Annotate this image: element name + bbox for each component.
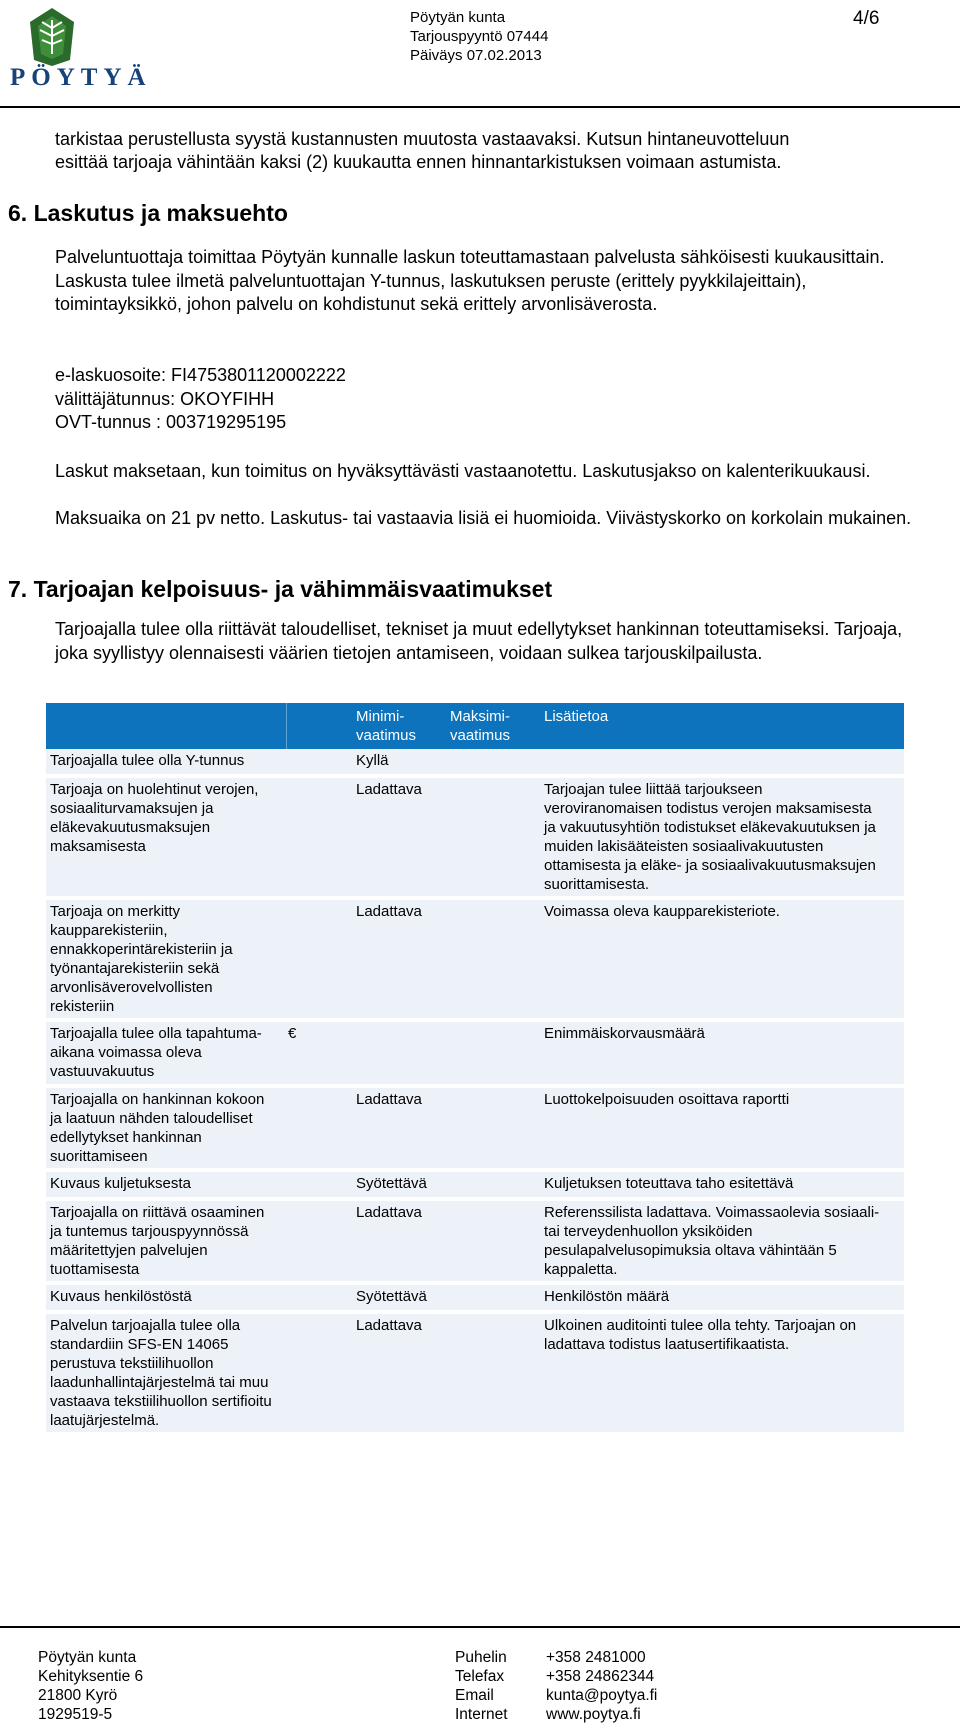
req-cell: Palvelun tarjoajalla tulee olla standardiin SFS-EN 14065 perustuva tekstiilihuollon laadunhallintajärjestelmä tai muu vastaava tekstiilihuollon sertifioitu laatujärjestelmä. — [50, 1317, 272, 1429]
footer-city: 21800 Kyrö — [38, 1687, 118, 1704]
phone-value: +358 2481000 — [546, 1649, 646, 1666]
table-row — [46, 1172, 904, 1197]
info-cell: Kuljetuksen toteuttava taho esitettävä — [544, 1175, 794, 1192]
logo-wordmark: PÖYTYÄ — [10, 64, 152, 91]
payment-paragraph-2: Maksuaika on 21 pv netto. Laskutus- tai vastaavia lisiä ei huomioida. Viivästyskorko on korkolain mukainen. — [55, 508, 912, 528]
table-row — [46, 749, 904, 774]
fax-value: +358 24862344 — [546, 1668, 655, 1685]
req-cell: Tarjoajalla on hankinnan kokoon ja laatuun nähden taloudelliset edellytykset hankinnan suorittamiseen — [50, 1091, 265, 1165]
document-header-info — [410, 8, 548, 65]
info-cell: Voimassa oleva kaupparekisteriote. — [544, 903, 780, 920]
min-cell: Ladattava — [356, 1204, 422, 1221]
table-header — [46, 703, 904, 749]
req-cell: Kuvaus henkilöstöstä — [50, 1288, 192, 1305]
info-cell: Henkilöstön määrä — [544, 1288, 670, 1305]
header-maximum: Maksimi-vaatimus — [450, 708, 511, 744]
min-cell: Ladattava — [356, 781, 422, 798]
req-cell: Tarjoajalla tulee olla tapahtuma-aikana voimassa oleva vastuuvakuutus — [50, 1025, 262, 1080]
footer-address — [38, 1648, 143, 1724]
min-cell: Syötettävä — [356, 1175, 427, 1192]
req-cell: Tarjoajalla on riittävä osaaminen ja tuntemus tarjouspyynnössä määritettyjen palvelujen tuottamisesta — [50, 1204, 265, 1278]
min-cell: Ladattava — [356, 903, 422, 920]
footer-contact-labels — [455, 1648, 508, 1724]
table-row — [46, 1088, 904, 1168]
info-cell: Ulkoinen auditointi tulee olla tehty. Tarjoajan on ladattava todistus laatusertifikaatista. — [544, 1317, 857, 1353]
footer-org: Pöytyän kunta — [38, 1649, 137, 1666]
header-org: Pöytyän kunta — [410, 9, 506, 26]
page-number: 4/6 — [853, 8, 880, 29]
table-row — [46, 1285, 904, 1310]
footer-street: Kehityksentie 6 — [38, 1668, 144, 1685]
req-cell: Tarjoajalla tulee olla Y-tunnus — [50, 752, 245, 769]
footer-contact-values — [546, 1648, 657, 1724]
table-row — [46, 1022, 904, 1084]
header-date: Päiväys 07.02.2013 — [410, 47, 542, 64]
table-row — [46, 900, 904, 1018]
unit-cell: € — [288, 1025, 297, 1042]
min-cell: Syötettävä — [356, 1288, 427, 1305]
info-cell: Luottokelpoisuuden osoittava raportti — [544, 1091, 790, 1108]
website-link[interactable]: www.poytya.fi — [546, 1706, 641, 1723]
coat-of-arms-icon — [8, 6, 168, 66]
ovt-id: OVT-tunnus : 003719295195 — [55, 412, 287, 432]
municipality-logo — [8, 6, 168, 91]
info-cell: Referenssilista ladattava. Voimassaolevia sosiaali- tai terveydenhuollon yksiköiden pesulapalvelusopimuksia oltava vähintään 5 kappaletta. — [544, 1204, 880, 1278]
payment-paragraph-1: Laskut maksetaan, kun toimitus on hyväksyttävästi vastaanotettu. Laskutusjakso on kalenterikuukausi. — [55, 461, 871, 481]
operator-id: välittäjätunnus: OKOYFIHH — [55, 388, 275, 409]
footer-business-id: 1929519-5 — [38, 1706, 113, 1723]
requirements-table — [46, 703, 904, 1432]
req-cell: Kuvaus kuljetuksesta — [50, 1175, 191, 1192]
table-row — [46, 778, 904, 896]
min-cell: Ladattava — [356, 1091, 422, 1108]
req-cell: Tarjoaja on huolehtinut verojen, sosiaaliturvamaksujen ja eläkevakuutusmaksujen maksamisesta — [50, 781, 259, 855]
info-cell: Enimmäiskorvausmäärä — [544, 1025, 705, 1042]
header-minimum: Minimi-vaatimus — [356, 708, 417, 744]
section-6-paragraph: Palveluntuottaja toimittaa Pöytyän kunnalle laskun toteuttamastaan palvelusta sähköisesti kuukausittain. Laskusta tulee ilmetä palveluntuottajan Y-tunnus, laskutuksen peruste (erittely pyykkilajeittain), toimintayksikkö, johon palvelu on kohdistunut sekä erittely arvonlisäverosta. — [55, 247, 885, 314]
req-cell: Tarjoaja on merkitty kaupparekisteriin, ennakkoperintärekisteriin ja työnantajarekisteriin sekä arvonlisäverovelvollisten rekisteriin — [50, 903, 233, 1015]
header-divider — [0, 106, 960, 108]
email-label: Email — [455, 1687, 494, 1704]
fax-label: Telefax — [455, 1668, 505, 1685]
min-cell: Ladattava — [356, 1317, 422, 1334]
section-6-heading: 6. Laskutus ja maksuehto — [8, 200, 288, 226]
email-link[interactable]: kunta@poytya.fi — [546, 1687, 658, 1704]
einvoice-address: e-laskuosoite: FI4753801120002222 — [55, 365, 346, 385]
web-label: Internet — [455, 1706, 508, 1723]
footer-divider — [0, 1626, 960, 1628]
min-cell: Kyllä — [356, 752, 389, 769]
invoice-address-block — [55, 364, 915, 435]
info-cell: Tarjoajan tulee liittää tarjoukseen veroviranomaisen todistus verojen maksamisesta ja vakuutusyhtiön todistukset eläkevakuutuksen ja muiden lakisääteisten sosiaalivakuutusten ottamisesta ja eläke- ja sosiaalivakuutusmaksujen suorittamisesta. — [544, 781, 876, 893]
table-row — [46, 1201, 904, 1281]
intro-line-2: esittää tarjoaja vähintään kaksi (2) kuukautta ennen hinnantarkistuksen voimaan astumista. — [55, 152, 782, 172]
header-info: Lisätietoa — [544, 708, 609, 725]
header-reference: Tarjouspyyntö 07444 — [410, 28, 549, 45]
section-7-paragraph: Tarjoajalla tulee olla riittävät taloudelliset, tekniset ja muut edellytykset hankinnan toteuttamiseksi. Tarjoaja, joka syyllistyy olennaisesti väärien tietojen antamiseen, voidaan sulkea tarjouskilpailusta. — [55, 619, 903, 663]
intro-paragraph — [55, 128, 915, 174]
section-7-heading: 7. Tarjoajan kelpoisuus- ja vähimmäisvaatimukset — [8, 576, 553, 602]
intro-line-1: tarkistaa perustellusta syystä kustannusten muutosta vastaavaksi. Kutsun hintaneuvotteluun — [55, 129, 790, 149]
phone-label: Puhelin — [455, 1649, 507, 1666]
table-row — [46, 1314, 904, 1432]
